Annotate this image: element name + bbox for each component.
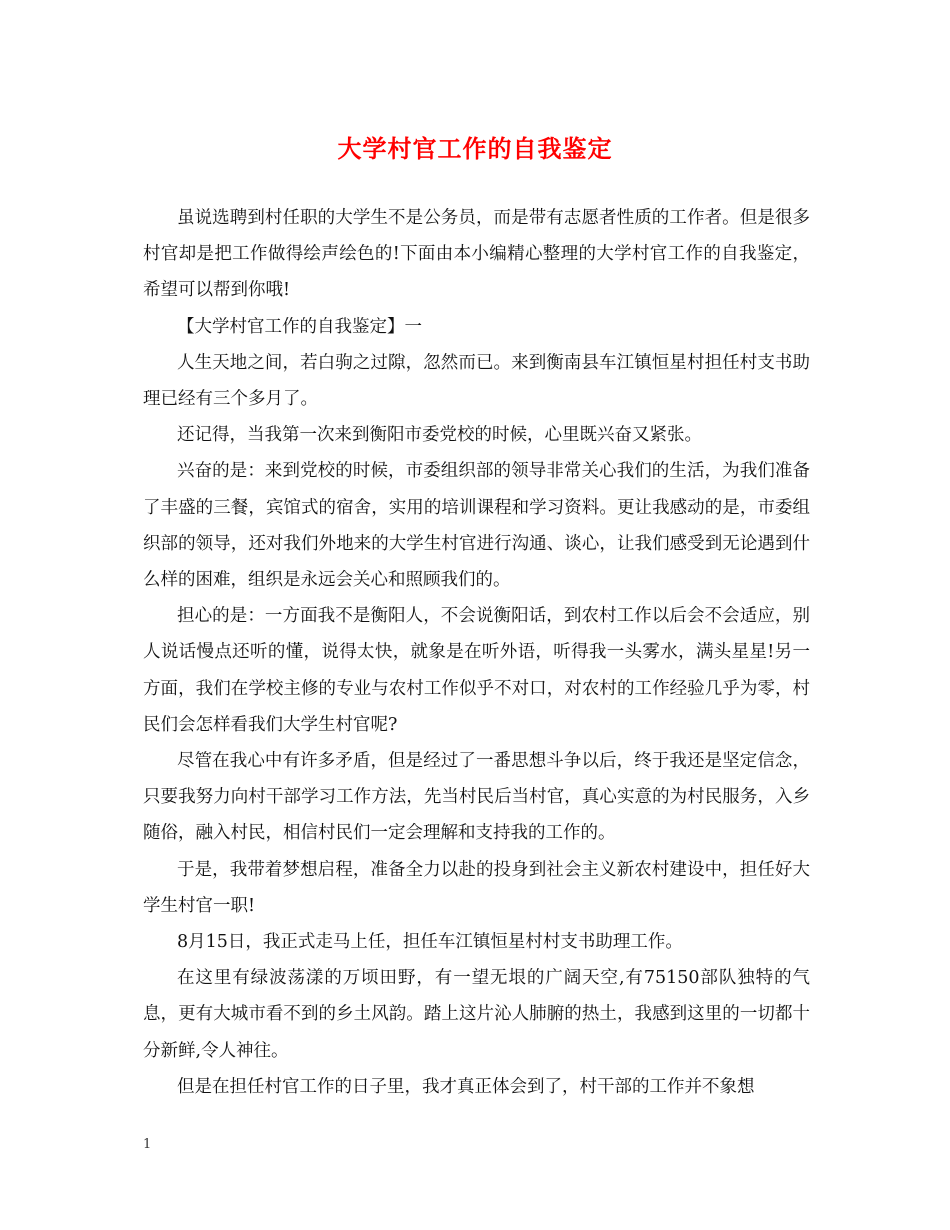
paragraph: 人生天地之间，若白驹之过隙，忽然而已。来到衡南县车江镇恒星村担任村支书助理已经有三个多月了。 [143, 352, 810, 410]
paragraph: 尽管在我心中有许多矛盾，但是经过了一番思想斗争以后，终于我还是坚定信念，只要我努力向村干部学习工作方法，先当村民后当村官，真心实意的为村民服务，入乡随俗，融入村民，相信村民们一定会理解和支持我的工作的。 [143, 751, 810, 844]
page-number: 1 [143, 1137, 152, 1152]
paragraph-intro: 虽说选聘到村任职的大学生不是公务员，而是带有志愿者性质的工作者。但是很多村官却是把工作做得绘声绘色的!下面由本小编精心整理的大学村官工作的自我鉴定，希望可以帮到你哦! [143, 208, 810, 301]
section-heading: 【大学村官工作的自我鉴定】一 [177, 316, 422, 337]
paragraph: 8月15日，我正式走马上任，担任车江镇恒星村村支书助理工作。 [177, 932, 683, 953]
document-body [143, 200, 810, 1105]
paragraph: 于是，我带着梦想启程，准备全力以赴的投身到社会主义新农村建设中，担任好大学生村官一职! [143, 859, 810, 916]
paragraph: 兴奋的是：来到党校的时候，市委组织部的领导非常关心我们的生活，为我们准备了丰盛的三餐，宾馆式的宿舍，实用的培训课程和学习资料。更让我感动的是，市委组织部的领导，还对我们外地来的大学生村官进行沟通、谈心，让我们感受到无论遇到什么样的困难，组织是永远会关心和照顾我们的。 [143, 461, 810, 591]
paragraph: 在这里有绿波荡漾的万顷田野，有一望无垠的广阔天空,有75150部队独特的气息，更有大城市看不到的乡土风韵。踏上这片沁人肺腑的热土，我感到这里的一切都十分新鲜,令人神往。 [143, 968, 810, 1061]
paragraph: 还记得，当我第一次来到衡阳市委党校的时候，心里既兴奋又紧张。 [177, 425, 702, 446]
paragraph: 但是在担任村官工作的日子里，我才真正体会到了，村干部的工作并不象想 [177, 1076, 755, 1097]
document-title: 大学村官工作的自我鉴定 [337, 134, 613, 163]
paragraph: 担心的是：一方面我不是衡阳人，不会说衡阳话，到农村工作以后会不会适应，别人说话慢点还听的懂，说得太快，就象是在听外语，听得我一头雾水，满头星星!另一方面，我们在学校主修的专业与农村工作似乎不对口，对农村的工作经验几乎为零，村民们会怎样看我们大学生村官呢? [143, 606, 810, 735]
